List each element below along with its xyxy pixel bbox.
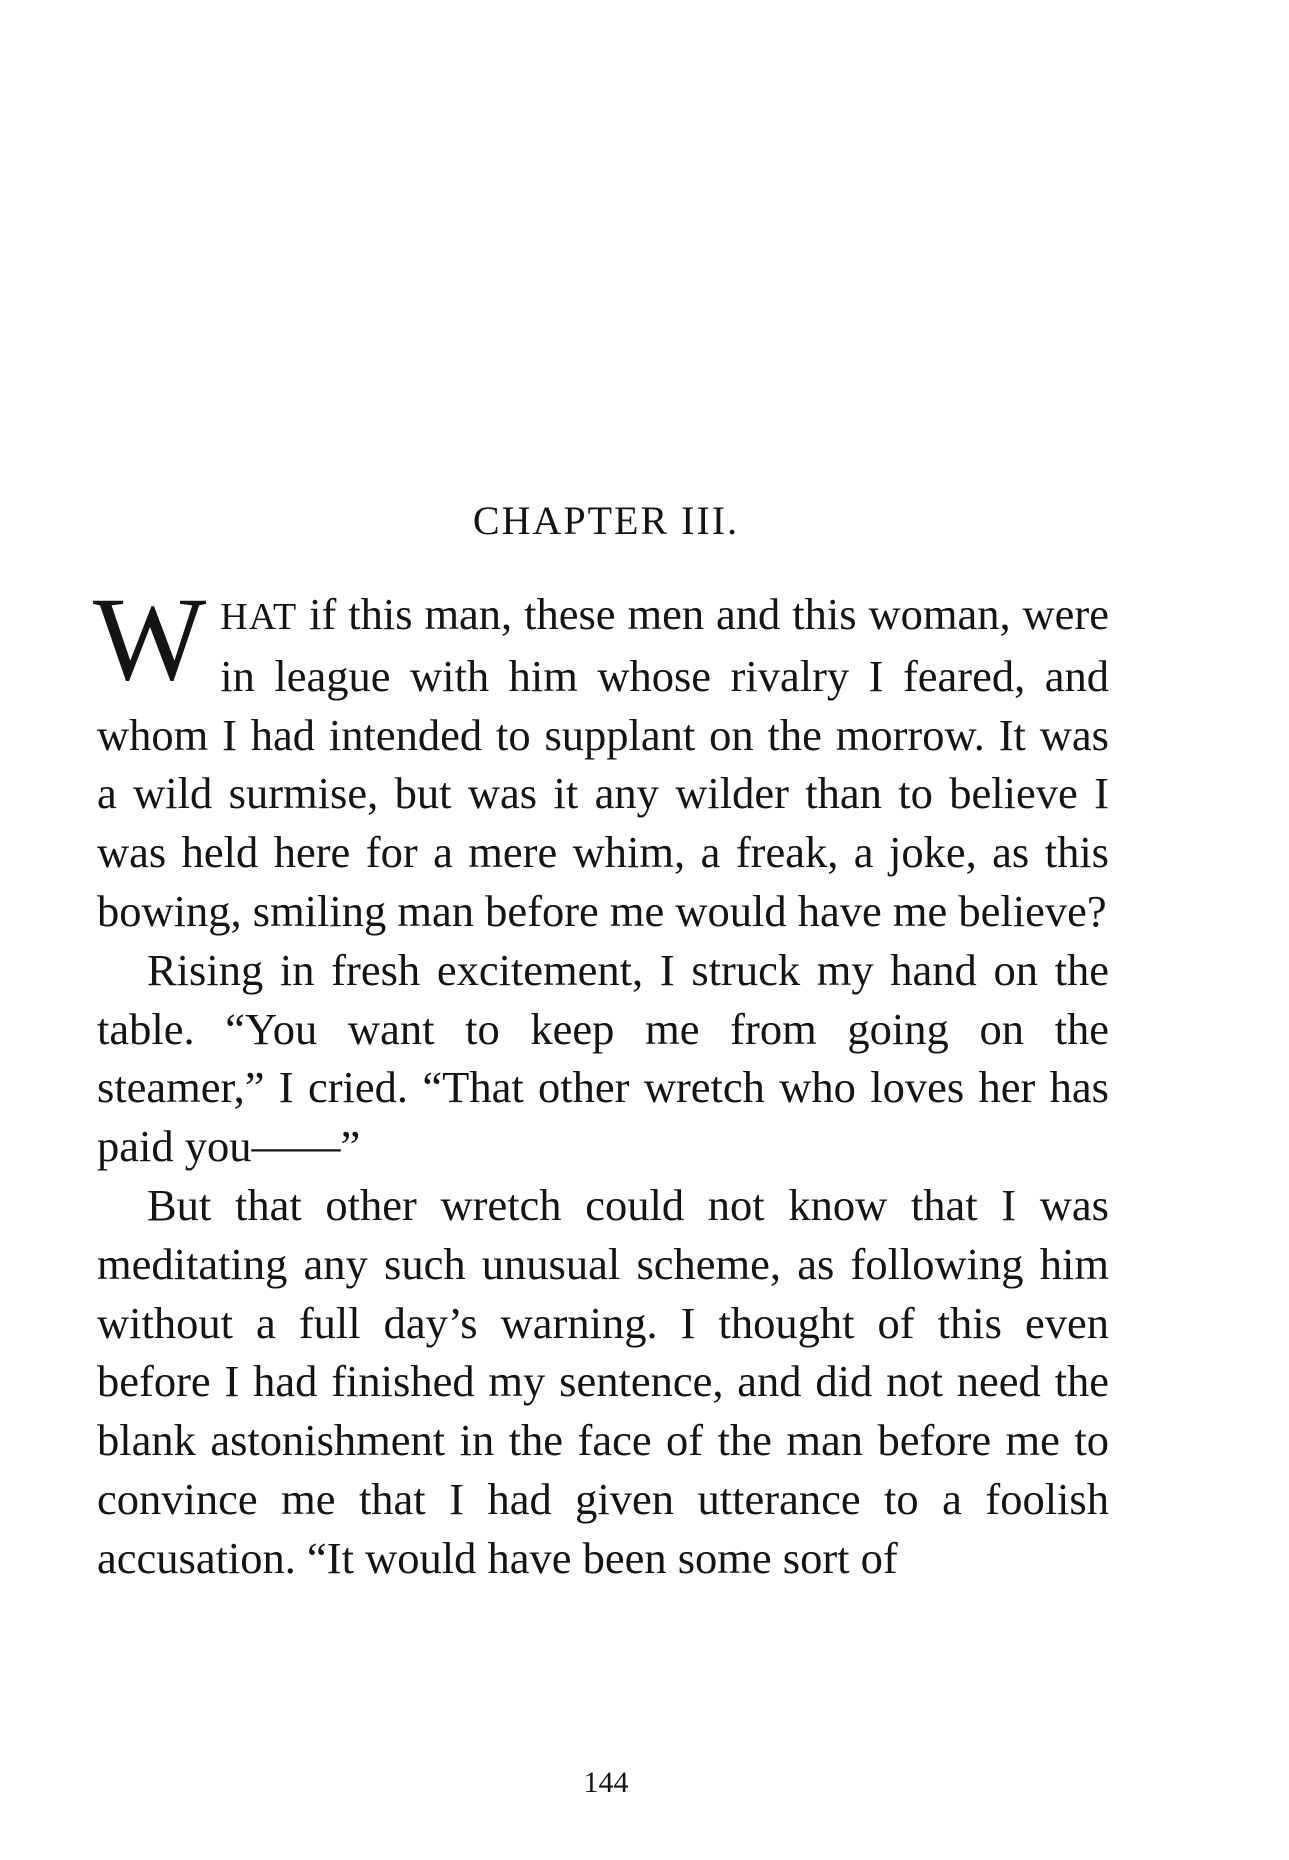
- lead-caps: HAT: [220, 596, 298, 638]
- paragraph-3: [97, 1176, 1109, 1588]
- drop-cap: W: [93, 572, 207, 705]
- paragraph-text: Rising in fresh excitement, I struck my hand on the table. “You want to keep me from going on the steamer,” I cried. “That other wretch who loves her has paid you——”: [97, 944, 1109, 1172]
- page-number: 144: [583, 1766, 629, 1799]
- chapter-title: CHAPTER III.: [472, 498, 740, 543]
- body-text: [93, 572, 1109, 1588]
- paragraph-text: But that other wretch could not know that I was meditating any such unusual scheme, as following him without a full day’s warning. I thought of this even before I had finished my sentence, and did not need the blank astonishment in the face of the man before me to convince me that I had given utterance to a foolish accusation. “It would have been some sort of: [97, 1179, 1109, 1583]
- paragraph-2: [97, 941, 1109, 1176]
- paragraph-1: [93, 572, 1109, 941]
- paragraph-text: if this man, these men and this woman, were in league with him whose rivalry I feared, and whom I had intended to supplant on the morrow. It was a wild surmise, but was it any wilder than to believe I was held here for a mere whim, a freak, a joke, as this bowing, smiling man before me would have me believe?: [97, 589, 1109, 936]
